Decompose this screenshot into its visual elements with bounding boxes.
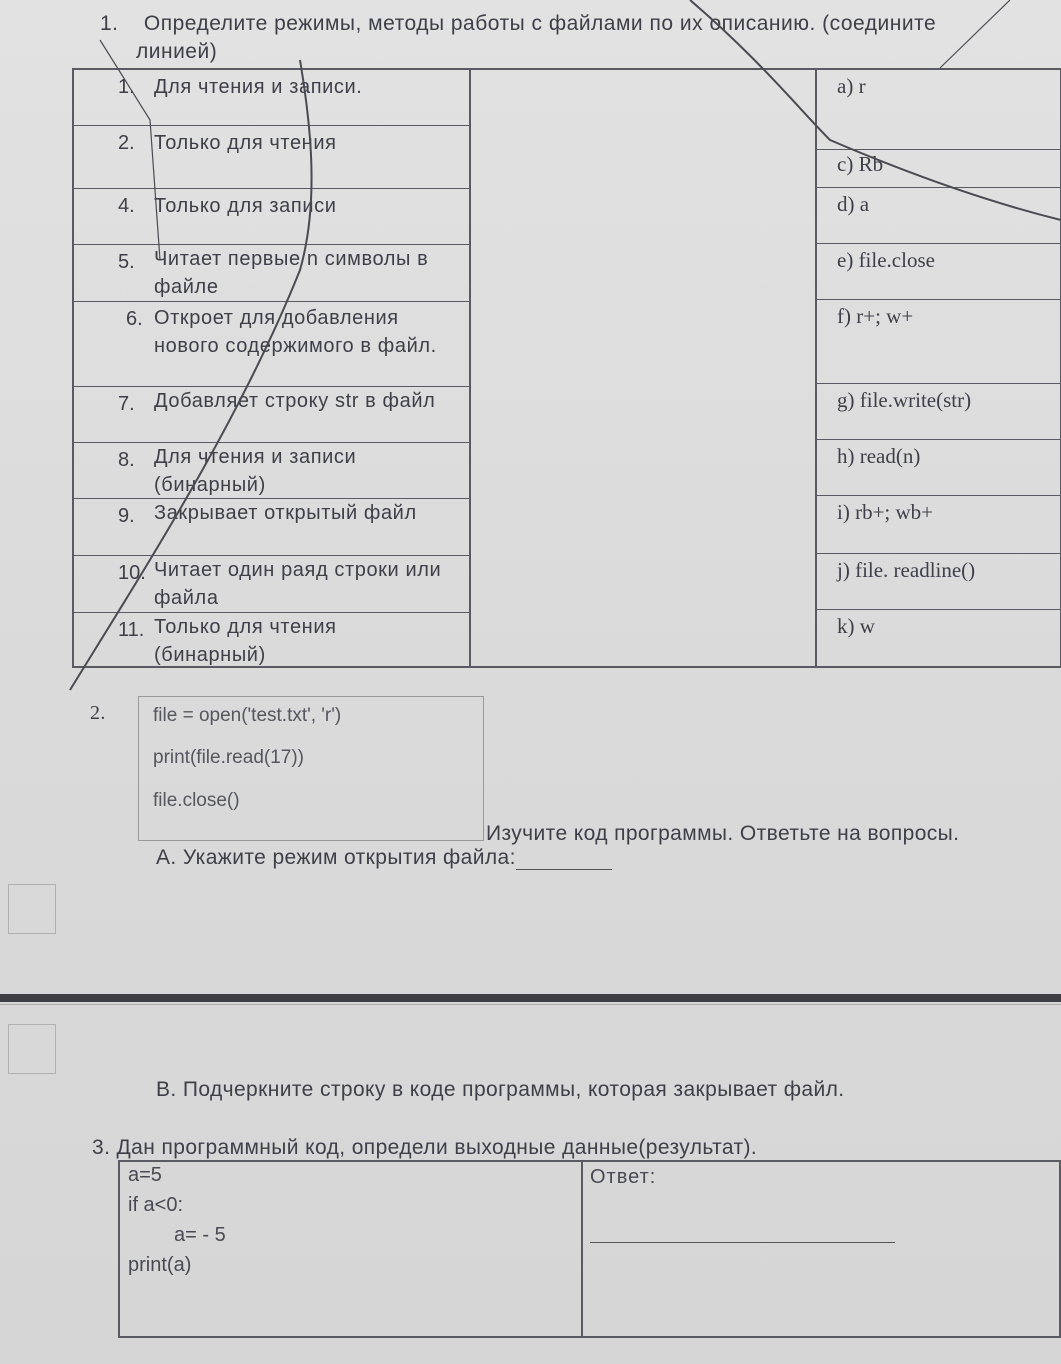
left-row-text: Откроет для добавления нового содержимого в файл.: [154, 307, 437, 357]
right-row: [817, 70, 1061, 150]
page-divider: [0, 994, 1061, 1002]
right-row-text: f) r+; w+: [837, 304, 914, 328]
left-row: [74, 189, 469, 245]
right-row-text: k) w: [837, 614, 875, 638]
left-row-number: 7.: [118, 393, 135, 415]
right-row: [817, 244, 1061, 300]
task1-title-line1: Определите режимы, методы работы с файлами по их описанию. (соедините: [143, 12, 937, 35]
matching-right-column: [815, 70, 1061, 666]
left-row: [74, 443, 469, 499]
left-row-number: 2.: [118, 132, 135, 154]
left-row-number: 1.: [118, 76, 135, 98]
left-row-number: 4.: [118, 195, 135, 217]
task2-code-box: [138, 696, 484, 841]
left-row: [74, 245, 469, 302]
left-row-number: 6.: [126, 308, 143, 330]
page-divider-line: [0, 1004, 1061, 1005]
margin-box: [8, 1024, 56, 1074]
task2-question-b: В. Подчеркните строку в коде программы, которая закрывает файл.: [156, 1078, 845, 1101]
left-row: [74, 126, 469, 189]
left-row-text: Добавляет строку str в файл: [154, 390, 436, 412]
left-row-number: 11.: [118, 619, 145, 641]
task1-title: [100, 12, 936, 36]
task1-number: 1.: [100, 12, 119, 35]
left-row-number: 10.: [118, 562, 146, 584]
right-row-text: j) file. readline(): [837, 558, 976, 582]
left-row: [74, 302, 469, 387]
left-row-text: Только для чтения: [154, 132, 337, 154]
right-row: [817, 150, 1061, 188]
left-row-text: Читает один раяд строки или файла: [154, 559, 442, 609]
code-line: print(a): [128, 1254, 192, 1276]
right-row: [817, 384, 1061, 440]
code-line: file = open('test.txt', 'r'): [153, 705, 342, 726]
left-row-text: Читает первые n символы в файле: [154, 248, 429, 298]
left-row-text: Для чтения и записи (бинарный): [154, 446, 357, 496]
task3-title: 3. Дан программный код, определи выходные данные(результат).: [92, 1136, 758, 1159]
right-row: [817, 554, 1061, 610]
code-line: print(file.read(17)): [153, 747, 304, 768]
task1-title-line2: линией): [136, 40, 218, 63]
right-row: [817, 300, 1061, 384]
right-row: [817, 440, 1061, 496]
left-row-text: Только для чтения (бинарный): [154, 616, 337, 666]
left-row-text: Закрывает открытый файл: [154, 502, 417, 524]
task2-instruction: Изучите код программы. Ответьте на вопросы.: [486, 822, 960, 845]
right-row-text: c) Rb: [837, 152, 884, 176]
left-row: [74, 556, 469, 613]
question-a-text: А. Укажите режим открытия файла:: [156, 846, 516, 869]
left-row-number: 8.: [118, 449, 135, 471]
code-line: a=5: [128, 1164, 162, 1186]
left-row-number: 5.: [118, 251, 135, 273]
left-row: [74, 70, 469, 126]
left-row: [74, 499, 469, 556]
answer-a-blank[interactable]: [516, 851, 612, 870]
left-row-text: Только для записи: [154, 195, 337, 217]
matching-table: [72, 68, 1061, 668]
right-row-text: e) file.close: [837, 248, 935, 272]
right-row-text: i) rb+; wb+: [837, 500, 934, 524]
margin-box: [8, 884, 56, 934]
task3-table: [118, 1160, 1061, 1338]
task2-question-a: [156, 846, 612, 870]
left-row-text: Для чтения и записи.: [154, 76, 363, 98]
task3-answer-blank[interactable]: [590, 1242, 895, 1243]
left-row: [74, 613, 469, 668]
right-row: [817, 610, 1061, 668]
task3-answer-label: Ответ:: [590, 1166, 657, 1188]
right-row-text: g) file.write(str): [837, 388, 972, 412]
task3-column-divider: [581, 1162, 583, 1336]
code-line: a= - 5: [174, 1224, 226, 1246]
code-line: file.close(): [153, 790, 240, 811]
right-row: [817, 496, 1061, 554]
left-row: [74, 387, 469, 443]
matching-left-column: [74, 70, 471, 666]
code-line: if a<0:: [128, 1194, 184, 1216]
right-row-text: d) a: [837, 192, 870, 216]
right-row: [817, 188, 1061, 244]
task2-number: 2.: [90, 702, 106, 724]
right-row-text: h) read(n): [837, 444, 921, 468]
right-row-text: a) r: [837, 74, 866, 98]
left-row-number: 9.: [118, 505, 135, 527]
